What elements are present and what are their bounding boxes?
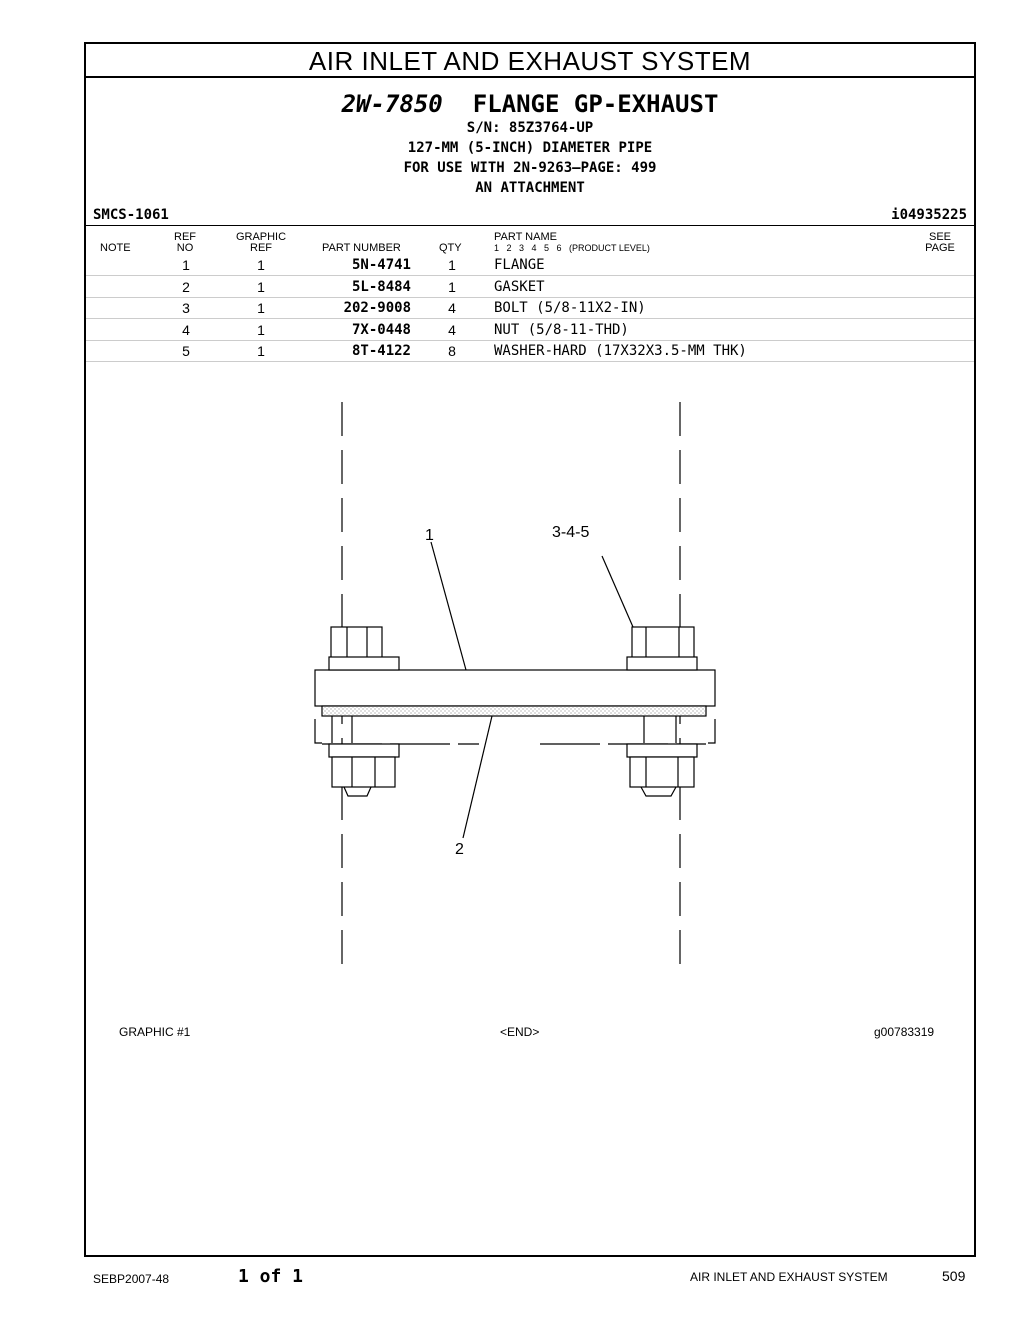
quantity: 8 [448, 343, 456, 359]
ref-no: 1 [182, 257, 190, 273]
col-ref-bottom: NO [176, 242, 194, 254]
col-see-top: SEE [928, 231, 951, 243]
col-part-name-title: PART NAME [494, 231, 557, 243]
callout-1: 1 [425, 527, 434, 544]
description-line-1: 127-MM (5-INCH) DIAMETER PIPE [407, 140, 653, 156]
page-of: 1 of 1 [238, 1266, 304, 1287]
end-marker: <END> [500, 1025, 540, 1039]
part-number: 202-9008 [343, 300, 411, 316]
ref-no: 4 [182, 321, 190, 338]
part-name: FLANGE [494, 257, 545, 273]
col-ref-no [170, 232, 200, 254]
quantity: 4 [448, 300, 456, 316]
table-row [86, 340, 974, 362]
quantity: 1 [448, 257, 456, 273]
col-see-page [922, 232, 958, 254]
part-name: BOLT (5/8-11X2-IN) [494, 300, 646, 316]
graphic-id: g00783319 [874, 1025, 935, 1039]
flange-plate [315, 670, 715, 706]
col-qty: QTY [439, 242, 462, 254]
part-name: WASHER-HARD (17X32X3.5-MM THK) [494, 343, 747, 359]
footer-section: AIR INLET AND EXHAUST SYSTEM [690, 1270, 888, 1284]
callout-3-4-5: 3-4-5 [552, 524, 590, 541]
graphic-label: GRAPHIC #1 [119, 1025, 191, 1039]
group-name: FLANGE GP-EXHAUST [472, 90, 719, 118]
leader-345 [602, 556, 633, 627]
page-frame [84, 42, 976, 1257]
leader-1 [431, 542, 466, 670]
header-divider [86, 225, 974, 226]
quantity: 4 [448, 321, 456, 338]
col-graphic-ref [231, 232, 291, 254]
graphic-ref: 1 [257, 321, 265, 338]
mating-flange-right [708, 719, 715, 743]
part-number: 7X-0448 [351, 321, 411, 338]
part-number: 8T-4122 [351, 343, 411, 359]
col-note: NOTE [100, 242, 131, 254]
col-product-levels: 1 2 3 4 5 6 (PRODUCT LEVEL) [494, 243, 650, 253]
group-part-number: 2W-7850 [341, 90, 443, 118]
table-row [86, 254, 974, 276]
callout-2: 2 [455, 841, 464, 858]
table-row [86, 276, 974, 298]
ref-no: 5 [182, 343, 190, 359]
bolt-head-left [329, 627, 399, 670]
part-name: GASKET [494, 278, 545, 295]
graphic-ref: 1 [257, 257, 265, 273]
graphic-ref: 1 [257, 343, 265, 359]
part-number: 5N-4741 [351, 257, 411, 273]
part-number: 5L-8484 [351, 278, 411, 295]
bolt-nut-left [329, 716, 399, 796]
mating-flange-left [315, 719, 322, 743]
col-graphic-top: GRAPHIC [235, 231, 287, 243]
col-part-name [494, 232, 650, 254]
serial-range: S/N: 85Z3764-UP [466, 120, 594, 136]
group-header [86, 90, 974, 198]
col-part-number: PART NUMBER [322, 242, 401, 254]
illustration-id: i04935225 [891, 207, 967, 223]
col-graphic-bottom: REF [250, 242, 272, 254]
doc-id: SEBP2007-48 [93, 1272, 170, 1286]
bolt-head-right [627, 627, 697, 670]
part-name: NUT (5/8-11-THD) [494, 321, 629, 338]
ref-no: 3 [182, 300, 190, 316]
page-number: 509 [942, 1268, 966, 1284]
table-row [86, 297, 974, 319]
quantity: 1 [448, 278, 456, 295]
smcs-code: SMCS-1061 [93, 207, 169, 223]
flange-drawing [86, 364, 974, 1024]
ref-no: 2 [182, 278, 190, 295]
graphic-ref: 1 [257, 278, 265, 295]
description-line-3: AN ATTACHMENT [475, 180, 585, 196]
graphic-ref: 1 [257, 300, 265, 316]
section-title: AIR INLET AND EXHAUST SYSTEM [86, 44, 974, 78]
bolt-nut-right [627, 716, 697, 796]
col-ref-top: REF [174, 231, 196, 243]
col-see-bottom: PAGE [925, 242, 955, 254]
leader-2 [463, 716, 492, 838]
description-line-2: FOR USE WITH 2N-9263—PAGE: 499 [403, 160, 657, 176]
table-row [86, 319, 974, 341]
group-title-line [86, 90, 974, 118]
